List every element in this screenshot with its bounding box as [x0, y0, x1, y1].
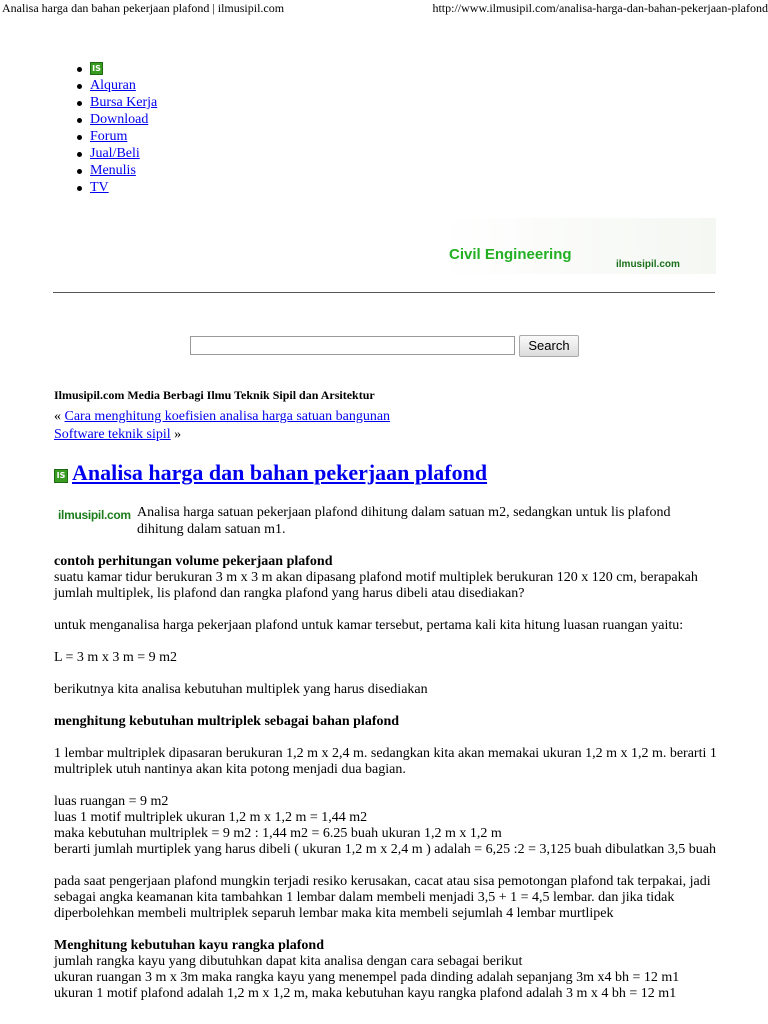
- top-nav: [72, 60, 157, 196]
- nav-link-forum[interactable]: Forum: [90, 129, 128, 144]
- nav-link-alquran[interactable]: Alquran: [90, 78, 136, 93]
- post-navigation: [54, 408, 390, 444]
- calc-line: luas 1 motif multriplek ukuran 1,2 m x 1,2 m = 1,44 m2: [54, 810, 368, 825]
- nav-item-jual-beli[interactable]: [72, 145, 157, 162]
- page-title-header: Analisa harga dan bahan pekerjaan plafond | ilmusipil.com: [2, 1, 285, 15]
- nav-item-menulis[interactable]: [72, 162, 157, 179]
- nav-item-logo[interactable]: [72, 60, 157, 77]
- nav-item-tv[interactable]: [72, 179, 157, 196]
- para-area-intro: untuk menganalisa harga pekerjaan plafond untuk kamar tersebut, pertama kali kita hitung luasan ruangan yaitu:: [54, 618, 684, 633]
- banner-site-name: ilmusipil.com: [616, 259, 680, 270]
- kayu-line: jumlah rangka kayu yang dibutuhkan dapat kita analisa dengan cara sebagai berikut: [54, 954, 523, 969]
- site-banner[interactable]: [440, 218, 716, 274]
- heading-volume: contoh perhitungan volume pekerjaan plafond: [54, 554, 333, 569]
- calc-line: luas ruangan = 9 m2: [54, 794, 169, 809]
- kayu-line: ukuran ruangan 3 m x 3m maka rangka kayu yang menempel pada dinding adalah sepanjang 3m x4 bh = 12 m1: [54, 970, 680, 985]
- site-tagline: Ilmusipil.com Media Berbagi Ilmu Teknik Sipil dan Arsitektur: [54, 388, 375, 402]
- para-example: suatu kamar tidur berukuran 3 m x 3 m akan dipasang plafond motif multiplek berukuran 120 x 120 cm, berapakah jumlah multiplek, lis plafond dan rangka plafond yang harus dibeli atau disediakan?: [54, 570, 698, 601]
- article-title-row: [54, 460, 487, 486]
- para-multiplek-size: 1 lembar multriplek dipasaran berukuran 1,2 m x 2,4 m. sedangkan kita akan memakai ukuran 1,2 m x 1,2 m. berarti 1 multriplek utuh nantinya akan kita potong menjadi dua bagian.: [54, 746, 717, 777]
- nav-item-forum[interactable]: [72, 128, 157, 145]
- next-arrow: »: [170, 427, 182, 442]
- para-multiplek-intro: berikutnya kita analisa kebutuhan multiplek yang harus disediakan: [54, 682, 428, 697]
- nav-link-jual-beli[interactable]: Jual/Beli: [90, 146, 140, 161]
- banner-title: Civil Engineering: [449, 246, 572, 263]
- article-body: [54, 554, 718, 1018]
- article-title[interactable]: Analisa harga dan bahan pekerjaan plafond: [72, 460, 488, 485]
- calc-line: berarti jumlah murtiplek yang harus dibeli ( ukuran 1,2 m x 2,4 m ) adalah = 6,25 :2 = 3,125 buah dibulatkan 3,5 buah: [54, 842, 716, 857]
- search-button[interactable]: Search: [519, 335, 579, 357]
- title-logo-icon: IS: [54, 469, 68, 483]
- nav-item-download[interactable]: [72, 111, 157, 128]
- nav-link-bursa-kerja[interactable]: Bursa Kerja: [90, 95, 158, 110]
- next-post-link[interactable]: Software teknik sipil: [54, 427, 171, 442]
- calc-line: maka kebutuhan multriplek = 9 m2 : 1,44 m2 = 6.25 buah ukuran 1,2 m x 1,2 m: [54, 826, 502, 841]
- intro-logo: ilmusipil.com: [58, 508, 131, 522]
- article-intro: Analisa harga satuan pekerjaan plafond dihitung dalam satuan m2, sedangkan untuk lis plafond dihitung dalam satuan m1.: [137, 505, 671, 537]
- para-area-formula: L = 3 m x 3 m = 9 m2: [54, 650, 177, 665]
- prev-arrow: «: [54, 409, 65, 424]
- header-divider: [53, 292, 715, 293]
- nav-link-menulis[interactable]: Menulis: [90, 163, 136, 178]
- nav-item-alquran[interactable]: [72, 77, 157, 94]
- prev-post-link[interactable]: Cara menghitung koefisien analisa harga satuan bangunan: [64, 409, 391, 424]
- ilmusipil-logo-icon: IS: [90, 62, 103, 75]
- search-input[interactable]: [190, 336, 515, 355]
- nav-link-download[interactable]: Download: [90, 112, 149, 127]
- page-url-header: http://www.ilmusipil.com/analisa-harga-dan-bahan-pekerjaan-plafond: [432, 1, 768, 15]
- nav-logo-link[interactable]: [90, 61, 103, 76]
- heading-multiplek: menghitung kebutuhan multriplek sebagai bahan plafond: [54, 714, 400, 729]
- heading-kayu: Menghitung kebutuhan kayu rangka plafond: [54, 938, 324, 953]
- nav-link-tv[interactable]: TV: [90, 180, 109, 195]
- nav-item-bursa-kerja[interactable]: [72, 94, 157, 111]
- para-safety-margin: pada saat pengerjaan plafond mungkin terjadi resiko kerusakan, cacat atau sisa pemotongan plafond tak terpakai, jadi sebagai angka keamanan kita tambahkan 1 lembar dalam membeli menjadi 3,5 + 1 = 4,5 lembar. dan jika tidak diperbolehkan membeli multriplek separuh lembar maka kita membeli sejumlah 4 lembar murtlipek: [54, 874, 711, 921]
- kayu-line: ukuran 1 motif plafond adalah 1,2 m x 1,2 m, maka kebutuhan kayu rangka plafond adalah 3 m x 4 bh = 12 m1: [54, 986, 677, 1001]
